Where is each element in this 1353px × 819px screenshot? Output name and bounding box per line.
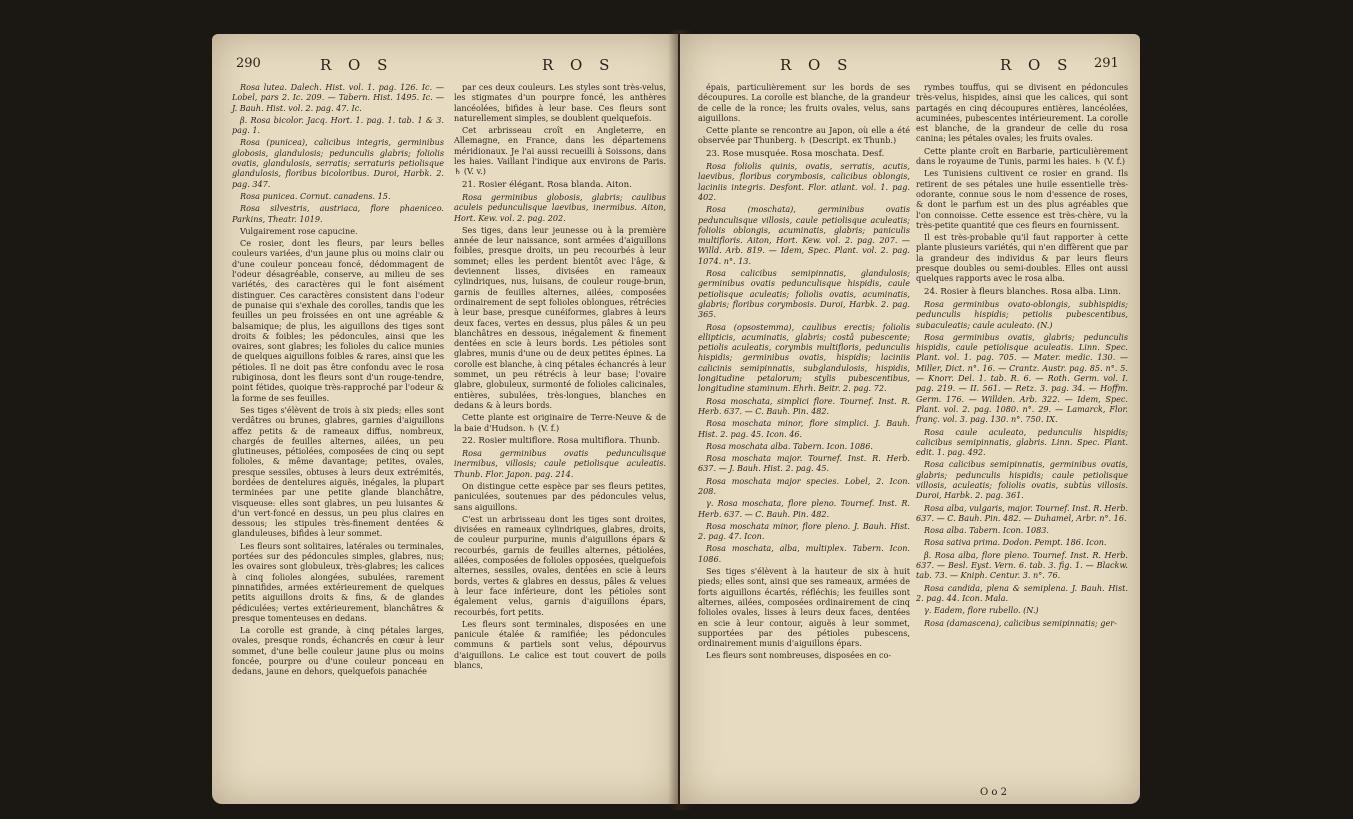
paragraph: Rosa alba. Tabern. Icon. 1083. — [924, 525, 1050, 536]
paragraph: Rosa (damascena), calicibus semipinnatis; ger- — [924, 617, 1117, 628]
paragraph: Rosa moschata major. Tournef. Inst. R. Herb. 637. — J. Bauh. Hist. 2. pag. 45. — [698, 453, 910, 474]
paragraph: Rosa moschata, simplici flore. Tournef. Inst. R. Herb. 637. — C. Bauh. Pin. 482. — [698, 395, 910, 416]
running-head-left: R O S — [320, 56, 394, 74]
paragraph: Cette plante se rencontre au Japon, où elle a été observée par Thunberg. ♄ (Descript. ex Thunb.) — [698, 125, 910, 146]
paragraph: γ. Eadem, flore rubello. (N.) — [924, 605, 1039, 616]
left-column-1 — [232, 82, 444, 679]
paragraph: Rosa candida, plena & semiplena. J. Bauh. Hist. 2. pag. 44. Icon. Mala. — [916, 582, 1128, 603]
paragraph: C'est un arbrisseau dont les tiges sont droites, divisées en rameaux cylindriques, glabres, droits, de couleur purpurine, munis d'aiguillons épars & recourbés, garnis de feuilles alternes, pétiolées, ailées, composées de folioles opposées, quelquefois alternes, sessiles, ovales, dentées en scie à leurs bords, vertes & glabres en dessus, pâles & velues à leur face inférieure, dont les pétioles sont également velus, garnis d'aiguillons épars, recourbés, fort petits. — [454, 513, 666, 617]
paragraph: Cette plante est originaire de Terre-Neuve & de la baie d'Hudson. ♄ (V. f.) — [454, 412, 666, 433]
paragraph: Vulgairement rose capucine. — [240, 225, 358, 236]
page-number-left: 290 — [236, 56, 261, 71]
paragraph: Rosa sativa prima. Dodon. Pempt. 186. Icon. — [924, 537, 1107, 548]
paragraph: Ses tiges s'élèvent de trois à six pieds; elles sont verdâtres ou brunes, glabres, garnies d'aiguillons affez petits & de rameaux diffus, nombreux, chargés de feuilles alternes, ailées, un peu glutineuses, pétiolées, composées de cinq ou sept folioles, & même davantage; petites, ovales, presque sessiles, obtuses à leurs deux extrémités, bordées de dentelures aiguës, inégales, la plupart terminées par une petite glande blanchâtre, visqueuse: elles sont glabres, un peu luisantes & d'un vert-foncé en dessus, un peu plus claires en dessous; les stipules très-finement dentées & glanduleuses, bifides à leur sommet. — [232, 404, 444, 539]
paragraph: Rosa silvestris, austriaca, flore phaeniceo. Parkins, Theatr. 1019. — [232, 203, 444, 224]
paragraph: Ses tiges, dans leur jeunesse ou à la première année de leur naissance, sont armées d'aiguillons foibles, presque droits, un peu recourbés à leur sommet; elles les perdent bientôt avec l'âge, & deviennent lisses, divisées en rameaux cylindriques, nus, luisans, de couleur rouge-brun, garnis de feuilles alternes, ailées, composées ordinairement de sept folioles oblongues, rétrécies à leur base, presque cunéiformes, glabres à leurs deux faces, vertes en dessus, plus pâles & un peu blanchâtres en dessous, inégalement & finement dentées en scie à leurs bords. Les pétioles sont glabres, munis d'une ou de deux petites épines. La corolle est blanche, à cinq pétales échancrés à leur sommet, un peu rétrécis à leur base; l'ovaire glabre, globuleux, surmonté de folioles calicinales, entières, subulées, très-longues, blanches en dedans & à leurs bords. — [454, 224, 666, 410]
paragraph: Rosa alba, vulgaris, major. Tournef. Inst. R. Herb. 637. — C. Bauh. Pin. 482. — Duhamel, Arbr. n°. 16. — [916, 502, 1128, 523]
paragraph: Rosa moschata, alba, multiplex. Tabern. Icon. 1086. — [698, 543, 910, 564]
paragraph: Rosa lutea. Dalech. Hist. vol. 1. pag. 126. Ic. — Lobel, pars 2. Ic. 209. — Tabern. Hist. 1495. Ic. — J. Bauh. Hist. vol. 2. pag. 47. Ic. — [232, 82, 444, 113]
paragraph: β. Rosa alba, flore pleno. Tournef. Inst. R. Herb. 637. — Besl. Eyst. Vern. 6. tab. 3. fig. 1. — Blackw. tab. 73. — Kniph. Centur. 3. n°. 76. — [916, 549, 1128, 581]
paragraph: Ses tiges s'élèvent à la hauteur de six à huit pieds; elles sont, ainsi que ses rameaux, armées de forts aiguillons écartés, réfléchis; les feuilles sont alternes, ailées, composées ordinairement de cinq folioles ovales, lisses à leurs deux faces, dentées en scie à leur contour, aiguës à leur sommet, supportées par des pétioles pubescens, ordinairement munis d'aiguillons épars. — [698, 566, 910, 649]
paragraph: Rosa foliolis quinis, ovatis, serratis, acutis, laevibus, floribus corymbosis, calicibus oblongis, laciniis integris. Desfont. Flor. atlant. vol. 1. pag. 402. — [698, 161, 910, 202]
paragraph: Cet arbrisseau croît en Angleterre, en Allemagne, en France, dans les départemens méridionaux. Je l'ai aussi recueilli à Soissons, dans les haies. Vaillant l'indique aux environs de Paris. ♄ (V. v.) — [454, 125, 666, 177]
paragraph: Rosa (opsostemma), caulibus erectis; foliolis ellipticis, acuminatis, glabris; costâ pubescente; petiolis aculeatis, corymbis multifloris, pedunculis hispidis; germinibus ovatis, hispidis; laciniis calicinis semipinnatis, subglandulosis, hispidis, longitudine petalorum; stylis pubescentibus, longitudine staminum. Ehrh. Beitr. 2. pag. 72. — [698, 321, 910, 394]
paragraph: Les Tunisiens cultivent ce rosier en grand. Ils retirent de ses pétales une huile essentielle très-odorante, connue sous le nom d'essence de roses, & dont le parfum est un des plus agréables que l'on connoisse. Cette essence est très-chère, vu la très-petite quantité que ces fleurs en fournissent. — [916, 168, 1128, 230]
paragraph: Ce rosier, dont les fleurs, par leurs belles couleurs variées, d'un jaune plus ou moins clair ou d'une couleur ponceau foncé, dédommagent de l'odeur désagréable, conserve, au milieu de ses variétés, des caractères qui le font aisément distinguer. Ces caractères consistent dans l'odeur de punaise qui s'exhale des corolles, tandis que les feuilles un peu froissées en ont une agréable & balsamique; de plus, les aiguillons des tiges sont droits & foibles; les pédoncules, ainsi que les ovaires, sont glabres; les folioles du calice munies de quelques aiguillons foibles & rares, ainsi que les pétioles. Il ne doit pas être confondu avec le rosa rubiginosa, dont les fleurs sont d'un rouge-tendre, point fétides, quoique très-rapproché par l'odeur & la forme de ses feuilles. — [232, 238, 445, 403]
paragraph: Les fleurs sont nombreuses, disposées en co- — [706, 650, 892, 661]
paragraph: Rosa moschata major species. Lobel, 2. Icon. 208. — [698, 475, 910, 496]
paragraph: Rosa germinibus ovato-oblongis, subhispidis; pedunculis hispidis; petiolis pubescentibus, subaculeatis; caule aculeato. (N.) — [916, 298, 1128, 330]
paragraph: Rosa caule aculeato, pedunculis hispidis; calicibus semipinnatis, glabris. Linn. Spec. Plant. edit. 1. pag. 492. — [916, 426, 1128, 458]
paragraph: rymbes touffus, qui se divisent en pédoncules très-velus, hispides, ainsi que les calices, qui sont partagés en cinq découpures entières, lancéolées, acuminées, pubescentes intérieurement. La corolle est blanche, de la grandeur de celle du rosa canina; les pétales ovales; les fruits ovales. — [916, 82, 1128, 144]
paragraph: Rosa punicea. Cornut. canadens. 15. — [240, 190, 391, 201]
paragraph: épais, particulièrement sur les bords de ses découpures. La corolle est blanche, de la grandeur de celle de la ronce; les fruits ovales, velus, sans aiguillons. — [698, 82, 910, 123]
right-page — [680, 34, 1140, 804]
left-column-2 — [454, 82, 666, 672]
paragraph: 24. Rosier à fleurs blanches. Rosa alba. Linn. — [924, 286, 1121, 297]
paragraph: Rosa calicibus semipinnatis, germinibus ovatis, glabris; pedunculis hispidis; caule petiolisque villosis, aculeatis; foliolis ovatis, subtùs villosis. Duroi, Harbk. 2. pag. 361. — [916, 459, 1128, 501]
page-number-right: 291 — [1094, 56, 1119, 71]
paragraph: 21. Rosier élégant. Rosa blanda. Aiton. — [462, 179, 632, 190]
signature-mark: O o 2 — [980, 787, 1007, 798]
paragraph: Rosa moschata alba. Tabern. Icon. 1086. — [706, 440, 873, 451]
paragraph: La corolle est grande, à cinq pétales larges, ovales, presque ronds, échancrés en cœur à leur sommet, d'une belle couleur jaune plus ou moins foncée, pourpre ou d'une couleur ponceau en dedans, jaune en dehors, quelquefois panachée — [232, 625, 444, 677]
running-head-right: R O S — [780, 56, 854, 74]
paragraph: Cette plante croît en Barbarie, particulièrement dans le royaume de Tunis, parmi les haies. ♄ (V. f.) — [916, 145, 1128, 167]
right-column-2 — [916, 82, 1128, 630]
paragraph: β. Rosa bicolor. Jacq. Hort. 1. pag. 1. tab. 1 & 3. pag. 1. — [232, 114, 444, 136]
paragraph: Rosa germinibus ovatis pedunculisque inermibus, villosis; caule petiolisque aculeatis. Thunb. Flor. Japon. pag. 214. — [454, 448, 666, 479]
paragraph: Rosa calicibus semipinnatis, glandulosis; germinibus ovatis pedunculisque hispidis, caule petiolisque aculeatis; foliolis ovatis, acuminatis, glabris; floribus corymbosis. Duroi, Harbk. 2. pag. 365. — [698, 268, 910, 320]
paragraph: Rosa moschata minor, flore simplici. J. Bauh. Hist. 2. pag. 45. Icon. 46. — [698, 418, 910, 439]
paragraph: par ces deux couleurs. Les styles sont très-velus, les stigmates d'un pourpre foncé, les anthères lancéolées, bifides à leur base. Ces fleurs sont naturellement simples, se doublent quelquefois. — [454, 82, 666, 123]
paragraph: Les fleurs sont terminales, disposées en une panicule étalée & ramifiée; les pédoncules communs & partiels sont velus, dépourvus d'aiguillons. Le calice est tout couvert de poils blancs, — [454, 618, 666, 671]
paragraph: Rosa (punicea), calicibus integris, germinibus globosis, glandulosis; pedunculis glabris; foliolis ovatis, glandulosis, serratis; serraturis petiolisque glandulosis, floribus bicoloribus. Duroi, Harbk. 2. pag. 347. — [232, 137, 444, 189]
paragraph: 23. Rose musquée. Rosa moschata. Desf. — [706, 148, 885, 159]
paragraph: γ. Rosa moschata, flore pleno. Tournef. Inst. R. Herb. 637. — C. Bauh. Pin. 482. — [698, 498, 910, 519]
paragraph: Rosa germinibus ovatis, glabris; pedunculis hispidis, caule petiolisque aculeatis. Linn. Spec. Plant. vol. 1. pag. 705. — Mater. medic. 130. — Miller, Dict. n°. 16. — Crantz. Austr. pag. 85. n°. 5. — Knorr. Del. 1. tab. R. 6. — Roth. Germ. vol. I. pag. 219. — II. 561. — Retz. 3. pag. 34. — Hoffm. Germ. 176. — Willden. Arb. 322. — Idem, Spec. Plant. vol. 2. pag. 1080. n°. 29. — Lamarck, Flor. franç. vol. 3. pag. 130. n°. 750. IX. — [916, 331, 1128, 425]
right-column-1 — [698, 82, 910, 663]
running-head-left-col2: R O S — [542, 56, 616, 74]
running-head-right-col2: R O S — [1000, 56, 1074, 74]
paragraph: Rosa germinibus globosis, glabris; caulibus aculeis pedunculisque laevibus, inermibus. Aiton, Hort. Kew. vol. 2. pag. 202. — [454, 191, 666, 223]
paragraph: Il est très-probable qu'il faut rapporter à cette plante plusieurs variétés, qui n'en diffèrent que par la grandeur des individus & par leurs fleurs presque doubles ou semi-doubles. Elles ont aussi quelques rapports avec le rosa alba. — [916, 232, 1128, 284]
left-page — [212, 34, 678, 804]
paragraph: 22. Rosier multiflore. Rosa multiflora. Thunb. — [462, 435, 661, 446]
paragraph: Rosa (moschata), germinibus ovatis pedunculisque villosis, caule petiolisque aculeatis; foliolis oblongis, acuminatis, glabris; paniculis multifloris. Aiton, Hort. Kew. vol. 2. pag. 207. — Willd. Arb. 819. — Idem, Spec. Plant. vol. 2. pag. 1074. n°. 13. — [698, 204, 910, 266]
paragraph: Rosa moschata minor, flore pleno. J. Bauh. Hist. 2. pag. 47. Icon. — [698, 520, 910, 542]
paragraph: Les fleurs sont solitaires, latérales ou terminales, portées sur des pédoncules simples, glabres, nus; les ovaires sont globuleux, très-glabres; les calices à cinq folioles alongées, subulées, rarement pinnatifides, armées extérieurement de quelques petits aiguillons droits & fins, & de glandes pédiculées; vertes extérieurement, blanchâtres & presque tomenteuses en dedans. — [232, 540, 444, 623]
paragraph: On distingue cette espèce par ses fleurs petites, paniculées, soutenues par des pédoncules velus, sans aiguillons. — [454, 480, 666, 512]
